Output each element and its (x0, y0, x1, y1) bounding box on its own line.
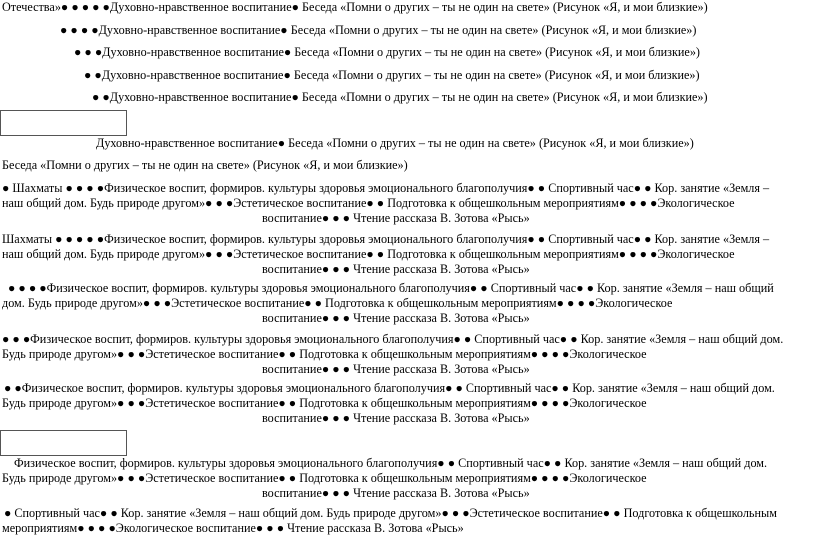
text-line: Отечества»● ● ● ● ●Духовно-нравственное воспитание● Беседа «Помни о других – ты не один на свете» (Рисунок «Я, и мои близкие») (2, 0, 708, 14)
text-line: Духовно-нравственное воспитание● Беседа «Помни о других – ты не один на свете» (Рисунок «Я, и мои близкие») (96, 136, 694, 150)
text-line: Физическое воспит, формиров. культуры здоровья эмоционального благополучия● ● Спортивный час● ● Кор. занятие «Земля – наш общий дом. (14, 456, 768, 470)
text-line: воспитание● ● ● Чтение рассказа В. Зотова «Рысь» (262, 411, 530, 425)
text-line: ● ● ● ●Духовно-нравственное воспитание● Беседа «Помни о других – ты не один на свете» (Рисунок «Я, и мои близкие») (60, 23, 697, 37)
text-line: мероприятиям● ● ● ●Экологическое воспитание● ● ● Чтение рассказа В. Зотова «Рысь» (2, 521, 464, 535)
text-line: Беседа «Помни о других – ты не один на свете» (Рисунок «Я, и мои близкие») (2, 158, 408, 172)
text-line: воспитание● ● ● Чтение рассказа В. Зотова «Рысь» (262, 262, 530, 276)
text-line: Шахматы ● ● ● ● ●Физическое воспит, формиров. культуры здоровья эмоционального благополучия● ● Спортивный час● ● Кор. занятие «Земля – (2, 232, 770, 246)
text-line: воспитание● ● ● Чтение рассказа В. Зотова «Рысь» (262, 211, 530, 225)
text-line: дом. Будь природе другом»● ● ●Эстетическое воспитание● ● Подготовка к общешкольным мероприятиям● ● ● ●Экологическое (2, 296, 673, 310)
text-line: Будь природе другом»● ● ●Эстетическое воспитание● ● Подготовка к общешкольным мероприятиям● ● ● ●Экологическое (2, 471, 647, 485)
text-line: наш общий дом. Будь природе другом»● ● ●Эстетическое воспитание● ● Подготовка к общешкольным мероприятиям● ● ● ●Экологическое (2, 247, 735, 261)
text-line: воспитание● ● ● Чтение рассказа В. Зотова «Рысь» (262, 311, 530, 325)
text-line: наш общий дом. Будь природе другом»● ● ●Эстетическое воспитание● ● Подготовка к общешкольным мероприятиям● ● ● ●Экологическое (2, 196, 735, 210)
empty-text-box (0, 430, 127, 456)
empty-text-box (0, 110, 127, 136)
text-line: Будь природе другом»● ● ●Эстетическое воспитание● ● Подготовка к общешкольным мероприятиям● ● ● ●Экологическое (2, 396, 647, 410)
text-line: ● ●Духовно-нравственное воспитание● Беседа «Помни о других – ты не один на свете» (Рисунок «Я, и мои близкие») (92, 90, 708, 104)
text-line: воспитание● ● ● Чтение рассказа В. Зотова «Рысь» (262, 362, 530, 376)
text-line: Будь природе другом»● ● ●Эстетическое воспитание● ● Подготовка к общешкольным мероприятиям● ● ● ●Экологическое (2, 347, 647, 361)
text-line: ● ●Физическое воспит, формиров. культуры здоровья эмоционального благополучия● ● Спортивный час● ● Кор. занятие «Земля – наш общий дом. (4, 381, 775, 395)
text-line: воспитание● ● ● Чтение рассказа В. Зотова «Рысь» (262, 486, 530, 500)
text-line: ● Шахматы ● ● ● ●Физическое воспит, формиров. культуры здоровья эмоционального благополучия● ● Спортивный час● ● Кор. занятие «Земля – (2, 181, 770, 195)
text-line: ● ● ●Духовно-нравственное воспитание● Беседа «Помни о других – ты не один на свете» (Рисунок «Я, и мои близкие») (74, 45, 700, 59)
text-line: ● ● ●Физическое воспит, формиров. культуры здоровья эмоционального благополучия● ● Спортивный час● ● Кор. занятие «Земля – наш общий дом. (2, 332, 784, 346)
text-line: ● Спортивный час● ● Кор. занятие «Земля – наш общий дом. Будь природе другом»● ● ●Эстетическое воспитание● ● Подготовка к общешкольным (4, 506, 777, 520)
text-line: ● ●Духовно-нравственное воспитание● Беседа «Помни о других – ты не один на свете» (Рисунок «Я, и мои близкие») (84, 68, 700, 82)
text-line: ● ● ● ●Физическое воспит, формиров. культуры здоровья эмоционального благополучия● ● Спортивный час● ● Кор. занятие «Земля – наш общий (8, 281, 774, 295)
